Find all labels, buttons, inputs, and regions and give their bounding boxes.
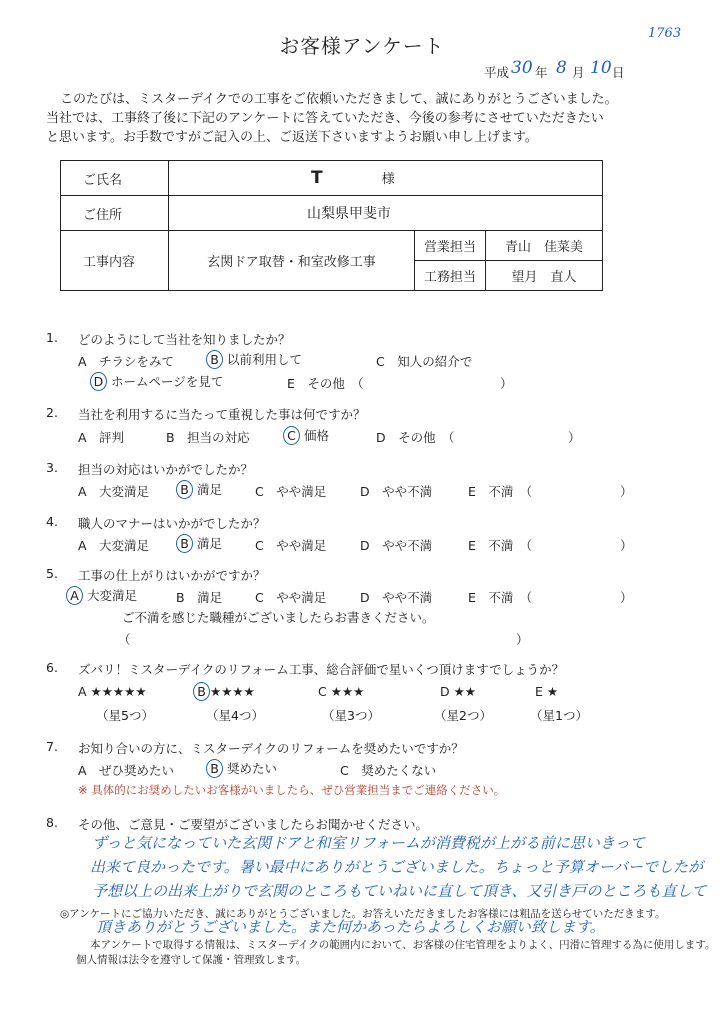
- q2-option-d-close: ）: [568, 430, 581, 445]
- q1-option-e-close: ）: [500, 376, 513, 391]
- q2-option-c: [283, 426, 329, 445]
- q7-option-a: A ぜひ奨めたい: [78, 763, 175, 778]
- q4-option-e-close: ）: [620, 538, 633, 553]
- customer-name: T: [311, 168, 323, 188]
- q5-note: ご不満を感じた職種がございましたらお書きください。: [122, 610, 435, 625]
- date-year: 30: [511, 58, 533, 78]
- q2-text: 当社を利用するに当たって重視した事は何ですか？: [78, 407, 366, 422]
- q4-text: 職人のマナーはいかがでしたか？: [78, 516, 266, 531]
- q3-text: 担当の対応はいかがでしたか？: [78, 462, 254, 477]
- q7-option-b: [206, 759, 277, 778]
- q3-option-a: A 大変満足: [78, 484, 150, 499]
- q6-option-a: A ★★★★★: [78, 684, 147, 699]
- q5-paren-close: ）: [516, 632, 529, 647]
- q2-option-c-text: 価格: [303, 428, 329, 443]
- q5-option-d: D やや不満: [360, 590, 433, 605]
- q6-option-b-stars: ★★★★: [210, 684, 255, 699]
- name-cell: [169, 161, 603, 196]
- intro-text: [46, 90, 618, 147]
- q3-option-b: [176, 480, 222, 499]
- q2-option-b: B 担当の対応: [166, 430, 250, 445]
- customer-address: 山梨県甲斐市: [307, 206, 391, 222]
- handwritten-corner-number: 1763: [648, 26, 682, 41]
- intro-line: 当社では、工事終了後に下記のアンケートに答えていただき、今後の参考にさせていただきたい: [46, 111, 604, 126]
- q6-sub-a: （星5つ）: [96, 708, 154, 723]
- q7-text: お知り合いの方に、ミスターデイクのリフォームを奨めたいですか？: [78, 741, 464, 756]
- q7-option-b-text: 奨めたい: [226, 761, 277, 776]
- q1-option-e: E その他 （: [287, 376, 364, 391]
- q1-option-c: C 知人の紹介で: [376, 354, 473, 369]
- q4-option-e: E 不満 （: [468, 538, 533, 553]
- q8-handwriting-line: 予想以上の出来上がりで玄関のところもていねいに直して頂き、又引き戸のところも直して: [92, 882, 707, 900]
- q6-sub-e: （星1つ）: [530, 708, 588, 723]
- q5-option-a: [66, 586, 137, 605]
- q6-option-c: C ★★★: [318, 684, 365, 699]
- q1-text: どのようにして当社を知りましたか？: [78, 332, 291, 347]
- intro-line: と思います。お手数ですがご記入の上、ご返送下さいますようお願い申し上げます。: [46, 130, 538, 145]
- q4-option-b-text: 満足: [196, 536, 222, 551]
- selected-circle-icon: B: [193, 682, 210, 701]
- q3-option-e: E 不満 （: [468, 484, 533, 499]
- work-content: 玄関ドア取替・和室改修工事: [169, 231, 415, 291]
- q5-text: 工事の仕上がりはいかがですか？: [78, 568, 266, 583]
- selected-circle-icon: B: [206, 350, 223, 369]
- q2-option-a: A 評判: [78, 430, 125, 445]
- q6-option-e: E ★: [535, 684, 559, 699]
- q3-option-e-close: ）: [620, 484, 633, 499]
- sales-label: 営業担当: [415, 231, 486, 261]
- q3-option-d: D やや不満: [360, 484, 433, 499]
- date-month: 8: [556, 58, 567, 78]
- footer-usage: 本アンケートで取得する情報は、ミスターデイクの範囲内において、お客様の住宅管理をよりよく、円滑に管理する為に使用します。: [90, 939, 716, 951]
- q8-handwriting-line: ずっと気になっていた玄関ドアと和室リフォームが消費税が上がる前に思いきって: [92, 834, 645, 852]
- address-label: ご住所: [61, 196, 169, 231]
- name-suffix: 様: [381, 172, 395, 187]
- q6-sub-b: （星4つ）: [206, 708, 264, 723]
- q7-number: 7.: [46, 739, 58, 754]
- intro-line: このたびは、ミスターデイクでの工事をご依頼いただきまして、誠にありがとうございました。: [60, 92, 618, 107]
- work-label: 工事内容: [61, 231, 169, 291]
- q2-number: 2.: [46, 405, 58, 420]
- q1-option-d-text: ホームページを見て: [110, 374, 224, 389]
- q5-paren-open: （: [118, 632, 131, 647]
- footer-privacy: 個人情報は法令を遵守して保護・管理致します。: [76, 954, 307, 966]
- footer-thanks: ◎アンケートにご協力いただき、誠にありがとうございました。お答えいただきましたお客様には粗品を送らせていただきます。: [60, 908, 666, 920]
- sales-person: 青山 佳菜美: [486, 231, 603, 261]
- q5-number: 5.: [46, 566, 58, 581]
- name-label: ご氏名: [61, 161, 169, 196]
- q7-option-c: C 奨めたくない: [340, 763, 437, 778]
- date-year-unit: 年: [535, 65, 548, 80]
- q3-option-b-text: 満足: [196, 482, 222, 497]
- q8-text: その他、ご意見・ご要望がございましたらお聞かせください。: [78, 817, 429, 832]
- q5-option-e-close: ）: [620, 590, 633, 605]
- address-cell: [169, 196, 603, 231]
- q8-handwriting-line: 頂きありがとうございました。また何かあったらよろしくお願い致します。: [96, 918, 605, 936]
- q4-option-b: [176, 534, 222, 553]
- q1-option-d: [90, 372, 223, 391]
- q5-option-b: B 満足: [176, 590, 223, 605]
- selected-circle-icon: B: [206, 759, 223, 778]
- q8-handwriting-line: 出来て良かったです。暑い最中にありがとうございました。ちょっと予算オーバーでしたが: [90, 858, 704, 876]
- q6-sub-c: （星3つ）: [322, 708, 380, 723]
- date-month-unit: 月: [572, 65, 585, 80]
- q2-option-d: D その他 （: [376, 430, 455, 445]
- q3-number: 3.: [46, 460, 58, 475]
- q8-number: 8.: [46, 815, 58, 830]
- q5-option-a-text: 大変満足: [86, 588, 137, 603]
- q1-option-b-text: 以前利用して: [226, 352, 302, 367]
- q4-number: 4.: [46, 514, 58, 529]
- q4-option-a: A 大変満足: [78, 538, 150, 553]
- construction-person: 望月 直人: [486, 261, 603, 291]
- selected-circle-icon: C: [283, 426, 300, 445]
- q6-number: 6.: [46, 660, 58, 675]
- q6-text: ズバリ！ミスターデイクのリフォーム工事、総合評価で星いくつ頂けますでしょうか？: [78, 662, 565, 677]
- q6-sub-d: （星2つ）: [434, 708, 492, 723]
- date-day: 10: [590, 58, 612, 78]
- date-day-unit: 日: [612, 65, 625, 80]
- q5-option-c: C やや満足: [255, 590, 327, 605]
- q4-option-c: C やや満足: [255, 538, 327, 553]
- q5-option-e: E 不満 （: [468, 590, 533, 605]
- q6-option-d: D ★★: [440, 684, 477, 699]
- page-title: お客様アンケート: [279, 35, 445, 58]
- selected-circle-icon: B: [176, 480, 193, 499]
- q4-option-d: D やや不満: [360, 538, 433, 553]
- construction-label: 工務担当: [415, 261, 486, 291]
- selected-circle-icon: D: [90, 372, 107, 391]
- q7-note: ※ 具体的にお奨めしたいお客様がいましたら、ぜひ営業担当までご連絡ください。: [78, 783, 506, 797]
- q3-option-c: C やや満足: [255, 484, 327, 499]
- q1-option-a: A チラシをみて: [78, 354, 175, 369]
- q6-option-b: [193, 682, 255, 701]
- q1-number: 1.: [46, 330, 58, 345]
- date-era: 平成: [484, 65, 510, 80]
- selected-circle-icon: B: [176, 534, 193, 553]
- selected-circle-icon: A: [66, 586, 83, 605]
- q1-option-b: [206, 350, 302, 369]
- customer-info-table: [60, 160, 603, 291]
